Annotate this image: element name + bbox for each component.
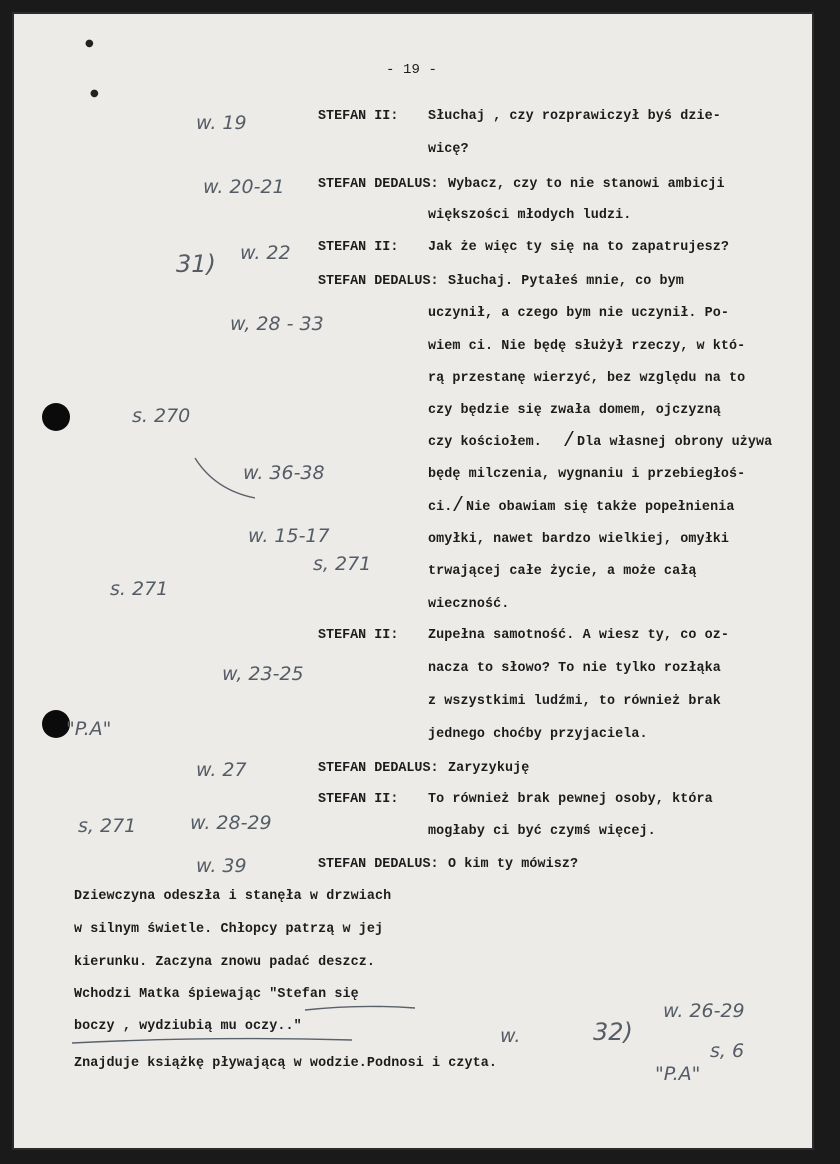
speaker-label: STEFAN II: [318, 109, 399, 124]
speaker-label: STEFAN II: [318, 240, 399, 255]
handwritten-note: s. 270 [132, 405, 191, 427]
handwritten-note: w. 28-29 [190, 812, 272, 834]
handwritten-note: "P.A" [655, 1063, 701, 1085]
stage-direction-line: Wchodzi Matka śpiewając "Stefan się [74, 987, 359, 1002]
speaker-label: STEFAN II: [318, 628, 399, 643]
dialogue-line: wieczność. [428, 597, 510, 612]
handwritten-note: w, 28 - 33 [230, 313, 324, 335]
dialogue-line: Nie obawiam się także popełnienia [466, 500, 735, 515]
dialogue-line: będę milczenia, wygnaniu i przebiegłoś- [428, 467, 746, 482]
dialogue-line: wiem ci. Nie będę służył rzeczy, w któ- [428, 339, 746, 354]
dialogue-line: czy będzie się zwała domem, ojczyzną [428, 403, 721, 418]
dialogue-line: trwającej całe życie, a może całą [428, 564, 697, 579]
dialogue-line: jednego choćby przyjaciela. [428, 727, 648, 742]
dialogue-line: nacza to słowo? To nie tylko rozłąka [428, 661, 721, 676]
dialogue-line: Jak że więc ty się na to zapatrujesz? [428, 240, 730, 255]
speaker-label: STEFAN DEDALUS: [318, 274, 439, 289]
dialogue-line: mogłaby ci być czymś więcej. [428, 824, 656, 839]
handwritten-note: w. 39 [196, 855, 247, 877]
speaker-label: STEFAN DEDALUS: [318, 857, 439, 872]
dialogue-line: większości młodych ludzi. [428, 208, 632, 223]
handwritten-note: s, 271 [313, 553, 372, 575]
dialogue-line: ci. [428, 500, 453, 515]
underline-song-2 [72, 1039, 352, 1043]
handwritten-note: w. 36-38 [243, 462, 325, 484]
dialogue-line: wicę? [428, 142, 469, 157]
handwritten-note: w. 27 [196, 759, 247, 781]
dialogue-line: Zaryzykuję [448, 761, 530, 776]
handwritten-note: w. [500, 1025, 521, 1047]
handwritten-note: w. 15-17 [248, 525, 330, 547]
speaker-label: STEFAN II: [318, 792, 399, 807]
handwritten-note: w. 26-29 [663, 1000, 745, 1022]
stage-direction-line: kierunku. Zaczyna znowu padać deszcz. [74, 955, 376, 970]
dialogue-line: rą przestanę wierzyć, bez względu na to [428, 371, 746, 386]
handwritten-note: w. 19 [196, 112, 247, 134]
dialogue-line: omyłki, nawet bardzo wielkiej, omyłki [428, 532, 730, 547]
underline-song [305, 1006, 415, 1010]
slash-mark: / [452, 495, 465, 518]
handwritten-note: 32) [593, 1018, 633, 1046]
handwritten-note: s. 271 [110, 578, 169, 600]
dialogue-line: Słuchaj , czy rozprawiczył byś dzie- [428, 109, 721, 124]
dialogue-line: Wybacz, czy to nie stanowi ambicji [448, 177, 725, 192]
handwritten-note: w. 20-21 [203, 176, 285, 198]
speaker-label: STEFAN DEDALUS: [318, 761, 439, 776]
handwritten-note: "P.A" [66, 718, 112, 740]
stage-direction-line: Dziewczyna odeszła i stanęła w drzwiach [74, 889, 392, 904]
speaker-label: STEFAN DEDALUS: [318, 177, 439, 192]
dialogue-line: Zupełna samotność. A wiesz ty, co oz- [428, 628, 730, 643]
handwritten-note: w. 22 [240, 242, 291, 264]
page-number: - 19 - [386, 62, 438, 78]
ink-dot: ● [90, 88, 99, 99]
dialogue-line: To również brak pewnej osoby, która [428, 792, 713, 807]
handwritten-note: w, 23-25 [222, 663, 304, 685]
ink-dot: ● [85, 38, 94, 49]
handwritten-note: s, 271 [78, 815, 137, 837]
dialogue-line: Dla własnej obrony używa [577, 435, 773, 450]
dialogue-line: czy kościołem. [428, 435, 542, 450]
stage-direction-line: Znajduje książkę pływającą w wodzie.Podnosi i czyta. [74, 1056, 498, 1071]
handwritten-note: 31) [176, 250, 216, 278]
dialogue-line: z wszystkimi ludźmi, to również brak [428, 694, 721, 709]
dialogue-line: Słuchaj. Pytałeś mnie, co bym [448, 274, 684, 289]
slash-mark: / [563, 430, 576, 453]
stage-direction-line: boczy , wydziubią mu oczy.." [74, 1019, 302, 1034]
dialogue-line: O kim ty mówisz? [448, 857, 579, 872]
stage-direction-line: w silnym świetle. Chłopcy patrzą w jej [74, 922, 384, 937]
dialogue-line: uczynił, a czego bym nie uczynił. Po- [428, 306, 730, 321]
handwritten-note: s, 6 [710, 1040, 745, 1062]
